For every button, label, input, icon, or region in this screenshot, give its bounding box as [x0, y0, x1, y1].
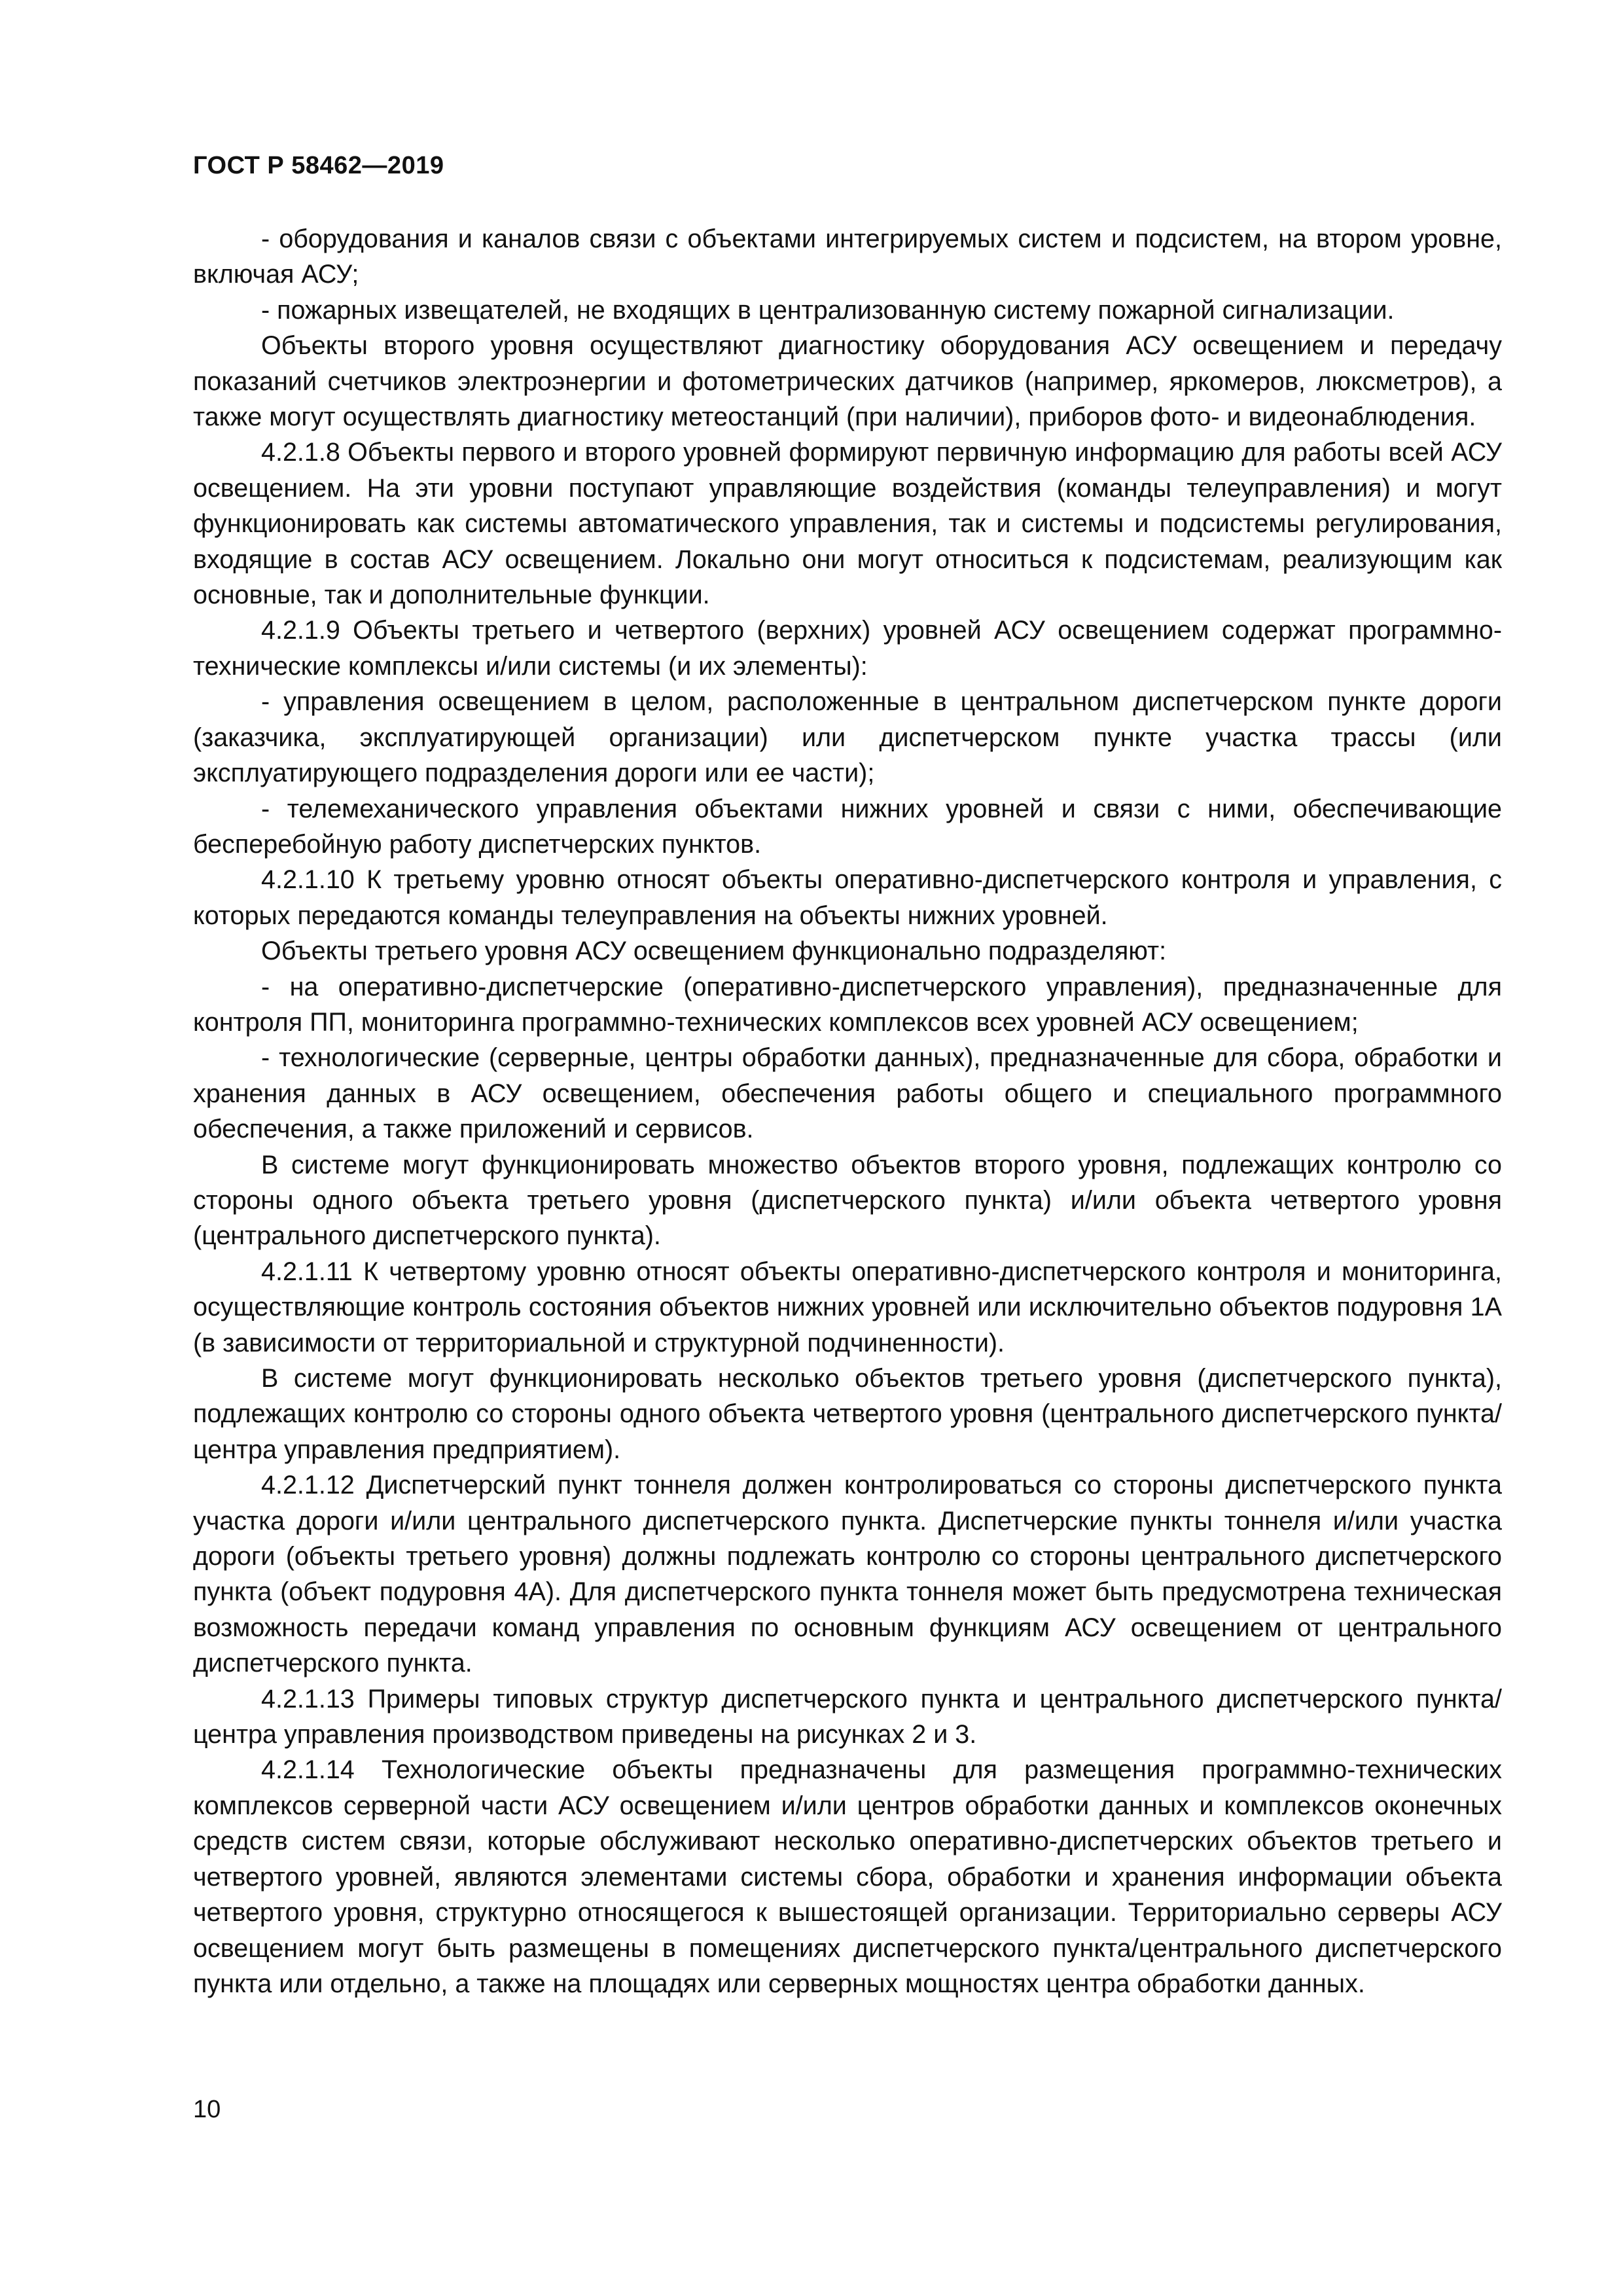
- list-item-fire-detectors: - пожарных извещателей, не входящих в централизованную систему пожарной сигнализации.: [261, 295, 1395, 325]
- page-number: 10: [193, 2096, 221, 2123]
- list-item-operational-dispatch: - на оперативно-диспетчерские (оперативно-диспетчерского управления), предназначенные для контроля ПП, мониторинга программно-технических комплексов всех уровней АСУ освещением;: [193, 972, 1502, 1037]
- list-item-technological: - технологические (серверные, центры обработки данных), предназначенные для сбора, обработки и хранения данных в АСУ освещением, обеспечения работы общего и специального программного обеспечения, а также приложений и сервисов.: [193, 1043, 1502, 1144]
- paragraph-third-level-objects: В системе могут функционировать несколько объектов третьего уровня (диспетчерского пункта), подлежащих контролю со стороны одного объекта четвертого уровня (центрального диспетчерского пункта/центра управления предприятием).: [193, 1364, 1502, 1464]
- paragraph-third-level-division: Объекты третьего уровня АСУ освещением функционально подразделяют:: [261, 937, 1167, 966]
- clause-4-2-1-11: 4.2.1.11 К четвертому уровню относят объекты оперативно-диспетчерского контроля и мониторинга, осуществляющие контроль состояния объектов нижних уровней или исключительно объектов подуровня 1А (в зависимости от территориальной и структурной подчиненности).: [193, 1257, 1502, 1357]
- clause-4-2-1-14: 4.2.1.14 Технологические объекты предназначены для размещения программно-технических комплексов серверной части АСУ освещением и/или центров обработки данных и комплексов оконечных средств систем связи, которые обслуживают несколько оперативно-диспетчерских объектов третьего и четвертого уровней, являются элементами системы сбора, обработки и хранения информации объекта четвертого уровня, структурно относящегося к вышестоящей организации. Территориально серверы АСУ освещением могут быть размещены в помещениях диспетчерского пункта/центрального диспетчерского пункта или отдельно, а также на площадях или серверных мощностях центра обработки данных.: [193, 1755, 1502, 1998]
- list-item-telemechanics: - телемеханического управления объектами нижних уровней и связи с ними, обеспечивающие бесперебойную работу диспетчерских пунктов.: [193, 794, 1502, 859]
- paragraph-second-level-objects: В системе могут функционировать множество объектов второго уровня, подлежащих контролю со стороны одного объекта третьего уровня (диспетчерского пункта) и/или объекта четвертого уровня (центрального диспетчерского пункта).: [193, 1150, 1502, 1251]
- list-item-equipment: - оборудования и каналов связи с объектами интегрируемых систем и подсистем, на втором уровне, включая АСУ;: [193, 224, 1502, 289]
- clause-4-2-1-12: 4.2.1.12 Диспетчерский пункт тоннеля должен контролироваться со стороны диспетчерского пункта участка дороги и/или центрального диспетчерского пункта. Диспетчерские пункты тоннеля и/или участка дороги (объекты третьего уровня) должны подлежать контролю со стороны центрального диспетчерского пункта (объект подуровня 4А). Для диспетчерского пункта тоннеля может быть предусмотрена техническая возможность передачи команд управления по основным функциям АСУ освещением от центрального диспетчерского пункта.: [193, 1471, 1502, 1678]
- paragraph-second-level-diagnostics: Объекты второго уровня осуществляют диагностику оборудования АСУ освещением и передачу показаний счетчиков электроэнергии и фотометрических датчиков (например, яркомеров, люксметров), а также могут осуществлять диагностику метеостанций (при наличии), приборов фото- и видеонаблюдения.: [193, 331, 1502, 432]
- clause-4-2-1-13: 4.2.1.13 Примеры типовых структур диспетчерского пункта и центрального диспетчерского пункта/центра управления производством приведены на рисунках 2 и 3.: [193, 1684, 1502, 1749]
- clause-4-2-1-9: 4.2.1.9 Объекты третьего и четвертого (верхних) уровней АСУ освещением содержат программно-технические комплексы и/или системы (и их элементы):: [193, 616, 1502, 681]
- list-item-lighting-control: - управления освещением в целом, расположенные в центральном диспетчерском пункте дороги (заказчика, эксплуатирующей организации) или диспетчерском пункте участка трассы (или эксплуатирующего подразделения дороги или ее части);: [193, 687, 1502, 788]
- clause-4-2-1-8: 4.2.1.8 Объекты первого и второго уровней формируют первичную информацию для работы всей АСУ освещением. На эти уровни поступают управляющие воздействия (команды телеуправления) и могут функционировать как системы автоматического управления, так и системы и подсистемы регулирования, входящие в состав АСУ освещением. Локально они могут относиться к подсистемам, реализующим как основные, так и дополнительные функции.: [193, 438, 1502, 610]
- document-header: ГОСТ Р 58462—2019: [193, 152, 444, 179]
- clause-4-2-1-10: 4.2.1.10 К третьему уровню относят объекты оперативно-диспетчерского контроля и управления, с которых передаются команды телеуправления на объекты нижних уровней.: [193, 865, 1502, 930]
- document-body: [193, 221, 1502, 2001]
